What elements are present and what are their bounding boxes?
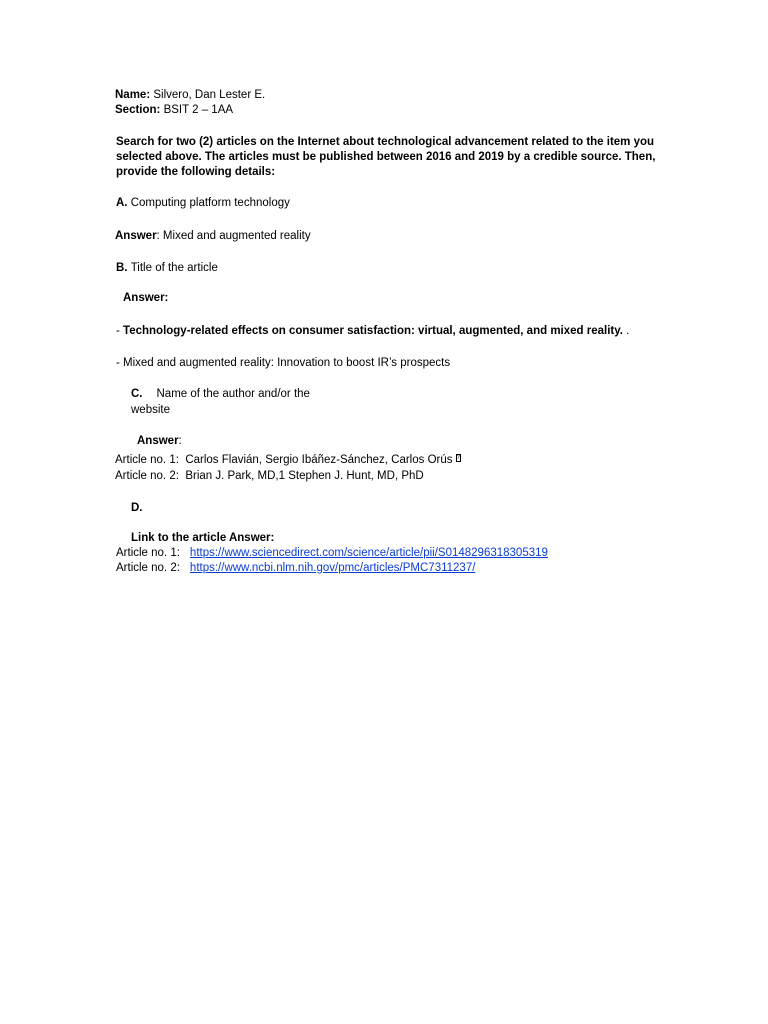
part-b-item-1-prefix: - xyxy=(116,325,124,337)
part-a-text: Computing platform technology xyxy=(127,197,290,209)
part-a-answer-value: : Mixed and augmented reality xyxy=(156,230,311,242)
part-c-article-1 xyxy=(115,453,461,468)
section-line xyxy=(115,103,233,118)
part-c-answer-line xyxy=(137,434,182,449)
part-c-line xyxy=(131,387,310,402)
part-c-answer-label: Answer xyxy=(137,435,179,447)
missing-glyph-icon: ? xyxy=(456,455,460,461)
part-c-article-2 xyxy=(115,469,424,484)
section-value: BSIT 2 – 1AA xyxy=(160,104,234,116)
part-c-article-2-value: Brian J. Park, MD,1 Stephen J. Hunt, MD, PhD xyxy=(185,470,424,482)
part-b-line xyxy=(116,261,218,276)
name-line xyxy=(115,88,265,103)
part-b-answer-label: Answer: xyxy=(123,292,169,304)
name-label: Name: xyxy=(115,89,151,101)
instructions-paragraph: Search for two (2) articles on the Internet about technological advancement related to the item you selected above. The articles must be published between 2016 and 2019 by a credible source. Then, provide the following details: xyxy=(116,136,656,178)
part-c-letter: C. xyxy=(131,388,143,400)
part-c-answer-colon: : xyxy=(178,435,182,447)
part-d-article-1 xyxy=(116,546,548,561)
name-value: Silvero, Dan Lester E. xyxy=(150,89,266,101)
part-d-letter: D. xyxy=(131,502,143,514)
article-2-link[interactable]: https://www.ncbi.nlm.nih.gov/pmc/articles/PMC7311237/ xyxy=(189,562,476,574)
part-d-article-2-label: Article no. 2: xyxy=(116,562,180,574)
article-1-link[interactable]: https://www.sciencedirect.com/science/article/pii/S0148296318305319 xyxy=(189,547,548,559)
part-c-text-1: Name of the author and/or the xyxy=(156,388,310,400)
part-b-item-1-suffix: . xyxy=(622,325,630,337)
part-d-article-1-label: Article no. 1: xyxy=(116,547,180,559)
section-label: Section: xyxy=(115,104,161,116)
part-c-article-2-label: Article no. 2: xyxy=(115,470,179,482)
part-c-article-1-label: Article no. 1: xyxy=(115,454,179,466)
part-a-letter: A. xyxy=(116,197,128,209)
part-b-item-1-title: Technology-related effects on consumer satisfaction: virtual, augmented, and mixed reality. xyxy=(123,325,623,337)
part-b-text: Title of the article xyxy=(130,262,218,274)
part-b-item-2: - Mixed and augmented reality: Innovation to boost IR’s prospects xyxy=(116,357,451,369)
part-a-answer-label: Answer xyxy=(115,230,157,242)
part-c-text-2: website xyxy=(131,404,170,416)
part-c-article-1-value: Carlos Flavián, Sergio Ibáñez-Sánchez, Carlos Orús xyxy=(185,454,453,466)
part-b-item-1 xyxy=(116,324,629,339)
part-d-heading: Link to the article Answer: xyxy=(131,532,275,544)
part-a-answer-line xyxy=(115,229,311,244)
part-a-line xyxy=(116,196,290,211)
part-b-letter: B. xyxy=(116,262,128,274)
part-d-article-2 xyxy=(116,561,475,576)
